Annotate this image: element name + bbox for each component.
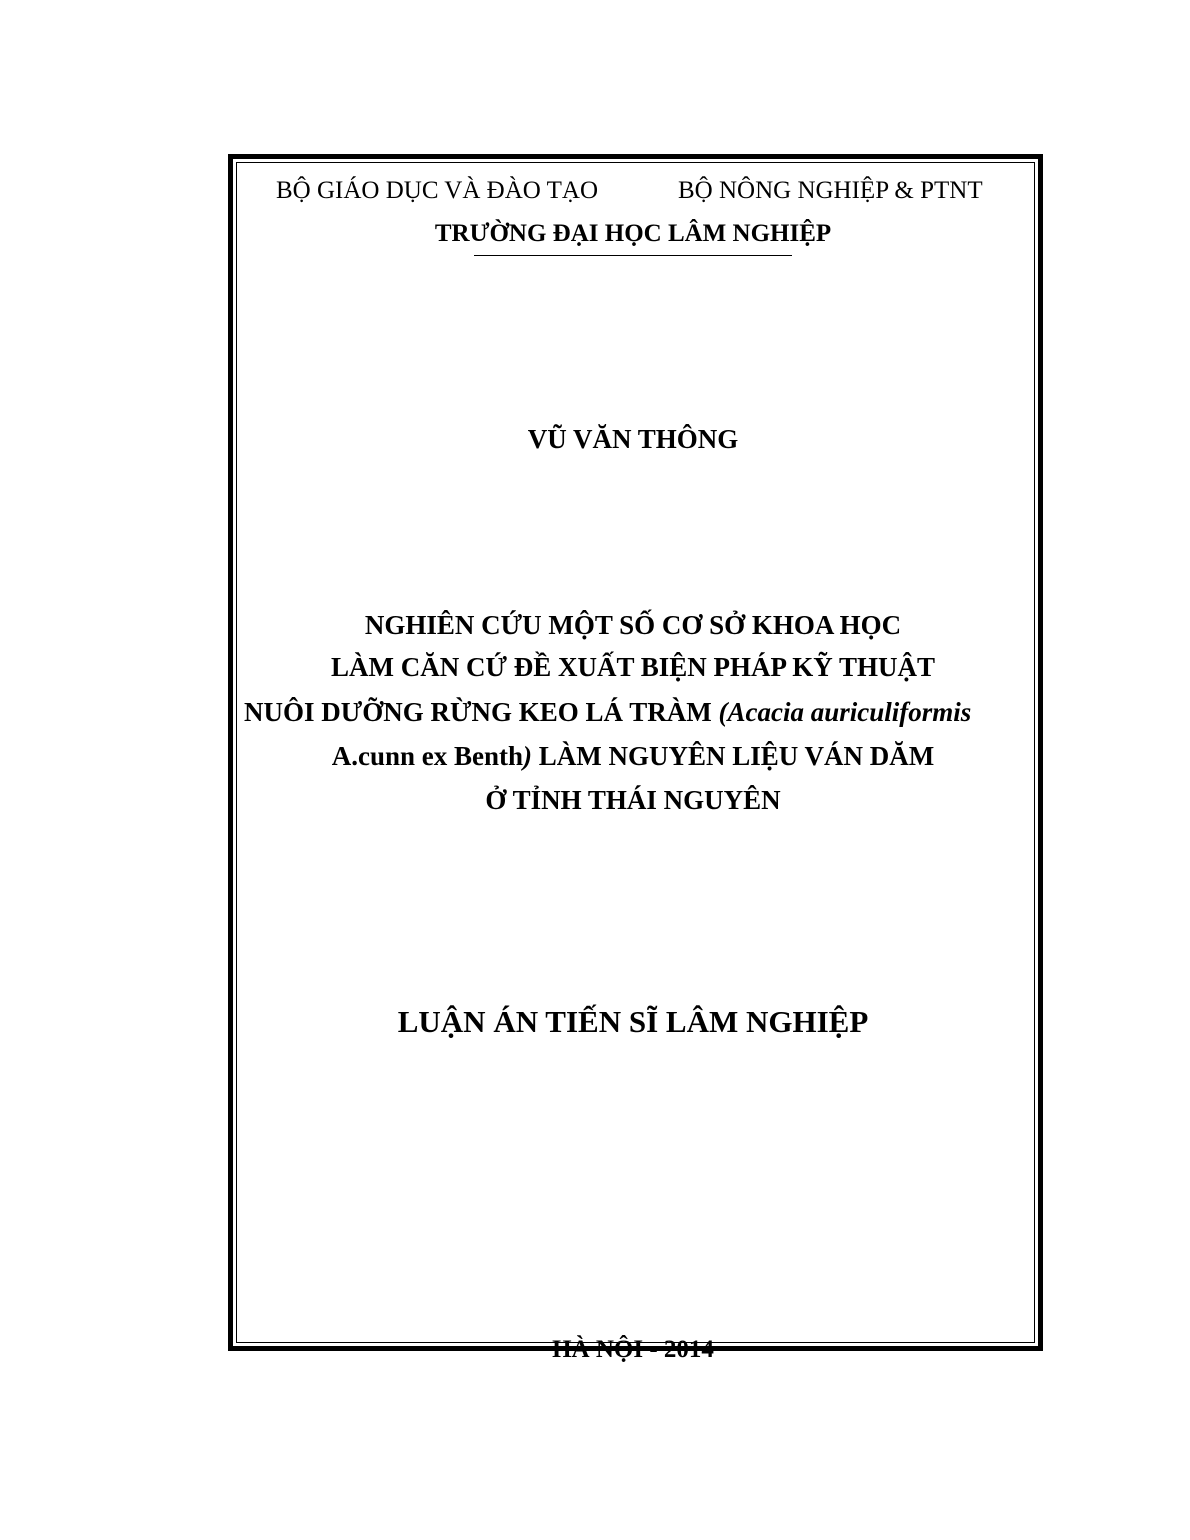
species-authority: A.cunn ex Benth bbox=[331, 741, 523, 771]
ministry-education: BỘ GIÁO DỤC VÀ ĐÀO TẠO bbox=[276, 177, 598, 204]
header-divider bbox=[474, 255, 792, 256]
title-line-3-main: NUÔI DƯỠNG RỪNG KEO LÁ TRÀM bbox=[244, 697, 719, 727]
species-name: (Acacia auriculiformis bbox=[718, 697, 972, 727]
degree-label: LUẬN ÁN TIẾN SĨ LÂM NGHIỆP bbox=[397, 1004, 869, 1039]
title-line-1: NGHIÊN CỨU MỘT SỐ CƠ SỞ KHOA HỌC bbox=[364, 610, 902, 640]
ministry-agriculture: BỘ NÔNG NGHIỆP & PTNT bbox=[678, 177, 983, 204]
species-close-paren: ) bbox=[523, 741, 532, 771]
title-line-4 bbox=[0, 743, 1190, 770]
title-line-5: Ở TỈNH THÁI NGUYÊN bbox=[485, 785, 781, 815]
title-line-2: LÀM CĂN CỨ ĐỀ XUẤT BIỆN PHÁP KỸ THUẬT bbox=[330, 652, 936, 682]
title-line-3 bbox=[244, 699, 971, 726]
university-name: TRƯỜNG ĐẠI HỌC LÂM NGHIỆP bbox=[434, 220, 832, 247]
title-line-4-rest: LÀM NGUYÊN LIỆU VÁN DĂM bbox=[532, 741, 935, 771]
place-year: HÀ NỘI - 2014 bbox=[552, 1336, 714, 1363]
author-name: VŨ VĂN THÔNG bbox=[527, 424, 739, 454]
